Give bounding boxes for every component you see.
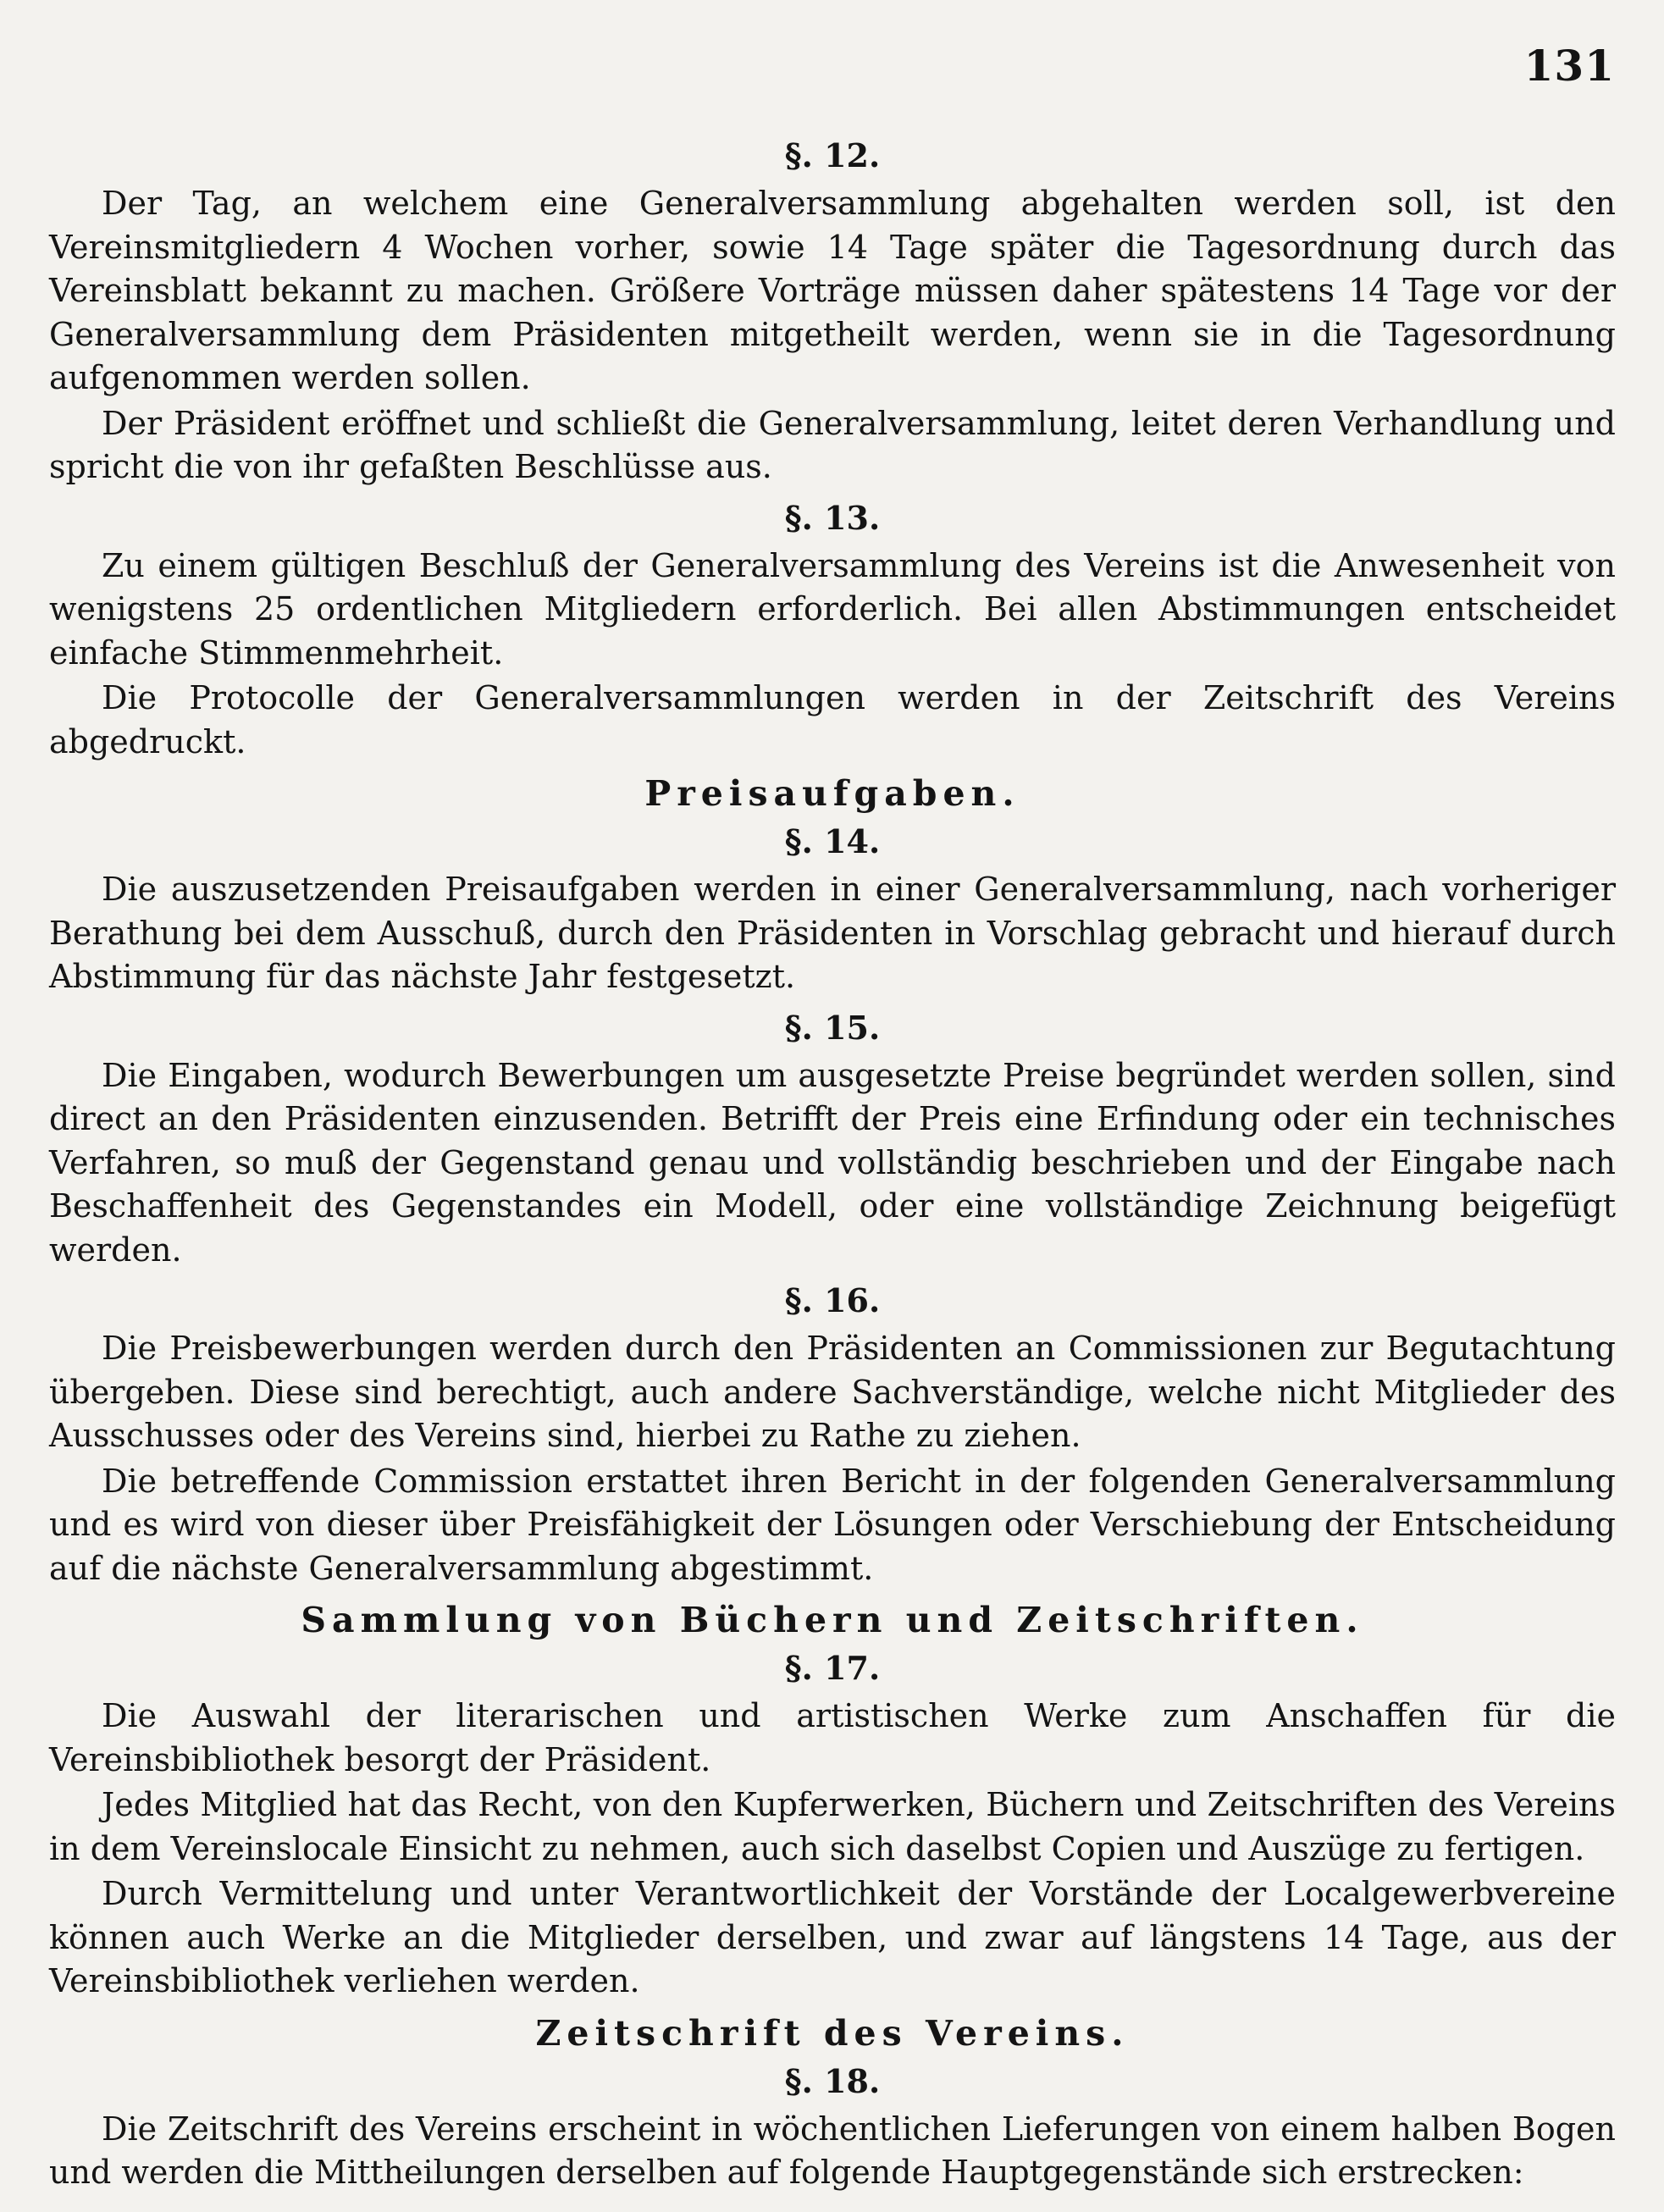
section-number: §. 15. — [784, 1008, 881, 1047]
page-number: 131 — [1523, 41, 1615, 91]
section-number: §. 18. — [784, 2061, 881, 2100]
section-number: §. 17. — [784, 1649, 881, 1687]
paragraph: Der Präsident eröffnet und schließt die Generalversammlung, leitet deren Verhandlung und spricht die von ihr gefaßten Beschlüsse aus. — [49, 404, 1616, 485]
chapter-heading: Sammlung von Büchern und Zeitschriften. — [301, 1600, 1364, 1640]
paragraph: Die Auswahl der literarischen und artistischen Werke zum Anschaffen für die Vereinsbibliothek besorgt der Präsident. — [49, 1697, 1616, 1778]
paragraph: Die betreffende Commission erstattet ihren Bericht in der folgenden Generalversammlung und es wird von dieser über Preisfähigkeit der Lösungen oder Verschiebung der Entscheidung auf die nächste Generalversammlung abgestimmt. — [49, 1462, 1616, 1587]
paragraph: Die Eingaben, wodurch Bewerbungen um ausgesetzte Preise begründet werden sollen, sind direct an den Präsidenten einzusenden. Betrifft der Preis eine Erfindung oder ein technisches Verfahren, so muß der Gegenstand genau und vollständig beschrieben und der Eingabe nach Beschaffenheit des Gegenstandes ein Modell, oder eine vollständige Zeichnung beigefügt werden. — [49, 1056, 1616, 1269]
paragraph: Zu einem gültigen Beschluß der Generalversammlung des Vereins ist die Anwesenheit von wenigstens 25 ordentlichen Mitgliedern erforderlich. Bei allen Abstimmungen entscheidet einfache Stimmenmehrheit. — [49, 546, 1616, 672]
paragraph: Jedes Mitglied hat das Recht, von den Kupferwerken, Büchern und Zeitschriften des Vereins in dem Vereinslocale Einsicht zu nehmen, auch sich daselbst Copien und Auszüge zu fertigen. — [49, 1786, 1616, 1867]
paragraph: Die Preisbewerbungen werden durch den Präsidenten an Commissionen zur Begutachtung übergeben. Diese sind berechtigt, auch andere Sachverständige, welche nicht Mitglieder des Ausschusses oder des Vereins sind, hierbei zu Rathe zu ziehen. — [49, 1330, 1616, 1454]
paragraph: Die auszusetzenden Preisaufgaben werden in einer Generalversammlung, nach vorheriger Berathung bei dem Ausschuß, durch den Präsidenten in Vorschlag gebracht und hierauf durch Abstimmung für das nächste Jahr festgesetzt. — [49, 871, 1616, 995]
section-number: §. 16. — [784, 1281, 881, 1319]
chapter-heading: Preisaufgaben. — [644, 773, 1020, 814]
section-number: §. 14. — [784, 822, 881, 860]
document-body — [49, 127, 1616, 2195]
paragraph: Die Protocolle der Generalversammlungen werden in der Zeitschrift des Vereins abgedruckt. — [49, 679, 1616, 760]
paragraph: Der Tag, an welchem eine Generalversammlung abgehalten werden soll, ist den Vereinsmitgliedern 4 Wochen vorher, sowie 14 Tage später die Tagesordnung durch das Vereinsblatt bekannt zu machen. Größere Vorträge müssen daher spätestens 14 Tage vor der Generalversammlung dem Präsidenten mitgetheilt werden, wenn sie in die Tagesordnung aufgenommen werden sollen. — [49, 185, 1616, 396]
section-number: §. 12. — [784, 136, 881, 174]
paragraph: Die Zeitschrift des Vereins erscheint in wöchentlichen Lieferungen von einem halben Bogen und werden die Mittheilungen derselben auf folgende Hauptgegenstände sich erstrecken: — [49, 2110, 1616, 2191]
section-number: §. 13. — [784, 498, 881, 537]
paragraph: Durch Vermittelung und unter Verantwortlichkeit der Vorstände der Localgewerbvereine können auch Werke an die Mitglieder derselben, und zwar auf längstens 14 Tage, aus der Vereinsbibliothek verliehen werden. — [49, 1875, 1616, 1999]
chapter-heading: Zeitschrift des Vereins. — [535, 2012, 1130, 2054]
